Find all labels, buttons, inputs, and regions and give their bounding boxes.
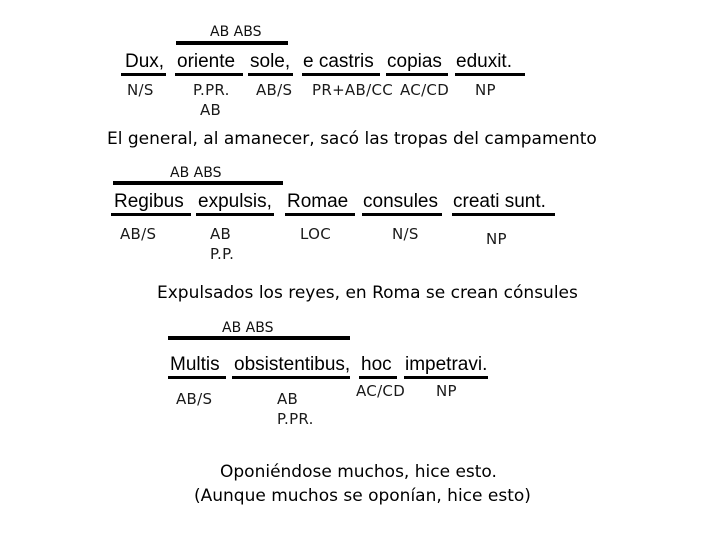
tag-pr-ab-cc: PR+AB/CC [312, 81, 393, 99]
tag-ab-3: AB [277, 390, 299, 408]
underline-hoc [359, 376, 397, 379]
translation-3: Oponiéndose muchos, hice esto. [220, 462, 497, 482]
tag-ab-s-3: AB/S [176, 390, 213, 408]
latin-word-impetravi: impetravi. [405, 354, 488, 375]
tag-np-3: NP [436, 382, 457, 400]
ablative-absolute-bracket-3 [168, 336, 350, 340]
tag-n-s: N/S [127, 81, 154, 99]
latin-word-hoc: hoc [361, 354, 392, 375]
underline-romae [285, 213, 355, 216]
latin-word-oriente: oriente [177, 51, 236, 72]
ablative-absolute-bracket-2 [113, 181, 283, 185]
underline-sole [248, 73, 293, 76]
tag-p-pr: P.PR. [193, 81, 230, 99]
translation-1: El general, al amanecer, sacó las tropas del campamento [107, 129, 597, 149]
translation-3-paraphrase: (Aunque muchos se oponían, hice esto) [194, 486, 531, 506]
latin-word-multis: Multis [170, 354, 220, 375]
latin-word-creati-sunt: creati sunt. [453, 191, 546, 212]
tag-p-pr-3: P.PR. [277, 410, 314, 428]
latin-word-regibus: Regibus [114, 191, 184, 212]
header-ab-abs-1: AB ABS [210, 24, 262, 40]
tag-np: NP [475, 81, 496, 99]
tag-ab-s: AB/S [256, 81, 293, 99]
underline-copias [386, 73, 448, 76]
underline-impetravi [404, 376, 488, 379]
latin-word-consules: consules [363, 191, 438, 212]
underline-e-castris [302, 73, 380, 76]
tag-ac-cd-3: AC/CD [356, 382, 406, 400]
underline-regibus [111, 213, 191, 216]
translation-2: Expulsados los reyes, en Roma se crean cónsules [157, 283, 578, 303]
underline-creati-sunt [452, 213, 555, 216]
latin-word-romae: Romae [287, 191, 349, 212]
underline-expulsis [196, 213, 274, 216]
latin-word-eduxit: eduxit. [456, 51, 512, 72]
underline-dux [121, 73, 166, 76]
tag-np-2: NP [486, 230, 507, 248]
latin-word-sole: sole, [250, 51, 291, 72]
latin-word-e-castris: e castris [303, 51, 374, 72]
tag-p-p: P.P. [210, 245, 235, 263]
latin-word-obsistentibus: obsistentibus, [234, 354, 351, 375]
underline-eduxit [455, 73, 525, 76]
tag-ab-2: AB [210, 225, 232, 243]
header-ab-abs-3: AB ABS [222, 320, 274, 336]
latin-word-expulsis: expulsis, [198, 191, 272, 212]
tag-loc: LOC [300, 225, 332, 243]
latin-word-dux: Dux, [125, 51, 165, 72]
latin-word-copias: copias [387, 51, 442, 72]
header-ab-abs-2: AB ABS [170, 165, 222, 181]
underline-consules [362, 213, 442, 216]
ablative-absolute-bracket-1 [176, 41, 288, 45]
tag-ac-cd: AC/CD [400, 81, 450, 99]
tag-ab: AB [200, 101, 222, 119]
tag-ab-s-2: AB/S [120, 225, 157, 243]
underline-obsistentibus [232, 376, 350, 379]
tag-n-s-2: N/S [392, 225, 419, 243]
underline-oriente [175, 73, 243, 76]
underline-multis [168, 376, 226, 379]
